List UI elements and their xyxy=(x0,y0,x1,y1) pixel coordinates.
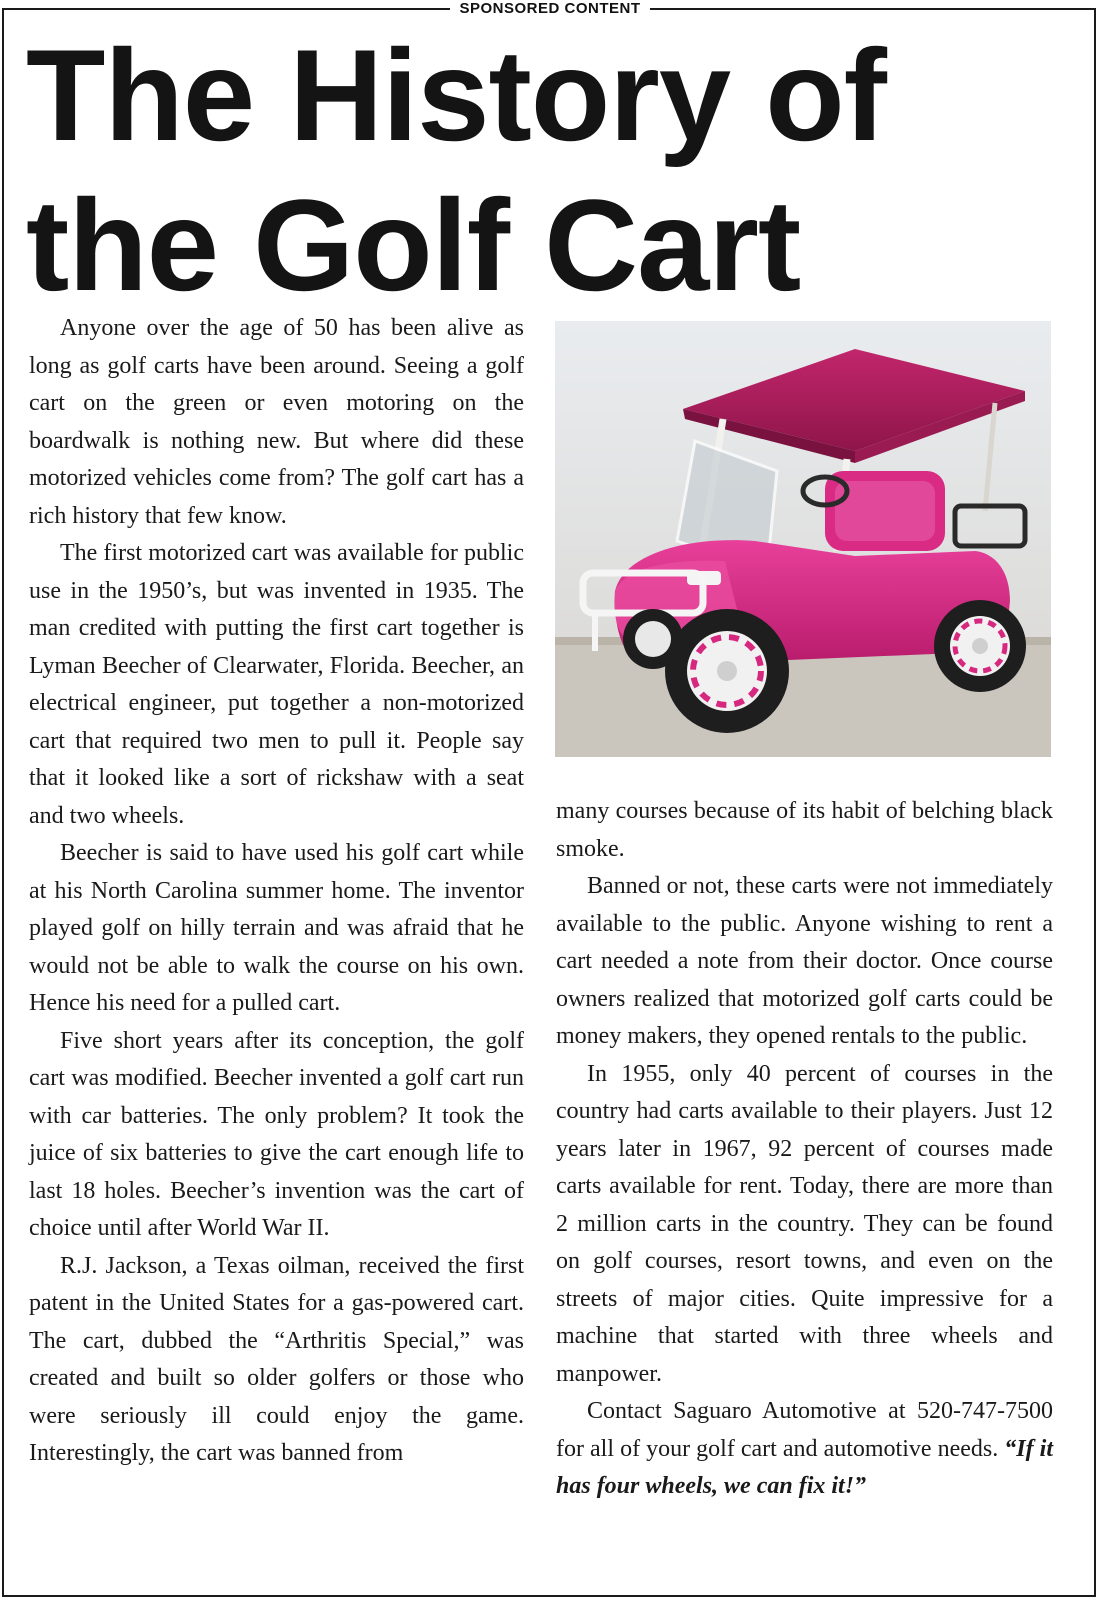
contact-paragraph xyxy=(556,1393,1053,1506)
right-column xyxy=(556,793,1053,1506)
headline: The History of the Golf Cart xyxy=(26,22,886,318)
paragraph: Five short years after its conception, the golf cart was modified. Beecher invented a golf cart run with car batteries. The only problem? It took the juice of six batteries to give the cart enough life to last 18 holes. Beecher’s invention was the cart of choice until after World War II. xyxy=(29,1027,524,1241)
paragraph: many courses because of its habit of belching black smoke. xyxy=(556,798,1053,862)
paragraph: Banned or not, these carts were not immediately available to the public. Anyone wishing to rent a cart needed a note from their doctor. Once course owners realized that motorized golf carts could be money makers, they opened rentals to the public. xyxy=(556,873,1053,1049)
tagline: “If it has four wheels, we can fix it!” xyxy=(556,1435,1053,1499)
left-column xyxy=(29,310,524,1473)
rear-wheel xyxy=(934,600,1026,692)
sponsored-label: SPONSORED CONTENT xyxy=(450,0,650,18)
golf-cart-photo xyxy=(555,321,1051,757)
golf-cart-illustration xyxy=(555,321,1051,757)
front-wheel xyxy=(665,609,789,733)
paragraph: Anyone over the age of 50 has been alive as long as golf carts have been around. Seeing a golf cart on the green or even motoring on the boardwalk is nothing new. But where did these motorized vehicles come from? The golf cart has a rich history that few know. xyxy=(29,315,524,529)
paragraph: In 1955, only 40 percent of courses in the country had carts available to their players. Just 12 years later in 1967, 92 percent of courses made carts available for rent. Today, there are more than 2 million carts in the country. They can be found on golf courses, resort towns, and even on the streets of major cities. Quite impressive for a machine that started with three wheels and manpower. xyxy=(556,1060,1053,1387)
paragraph: The first motorized cart was available for public use in the 1950’s, but was invented in 1935. The man credited with putting the first cart together is Lyman Beecher of Clearwater, Florida. Beecher, an electrical engineer, put together a non-motorized cart that required two men to pull it. People say that it looked like a sort of rickshaw with a seat and two wheels. xyxy=(29,540,524,829)
paragraph: R.J. Jackson, a Texas oilman, received the first patent in the United States for a gas-powered cart. The cart, dubbed the “Arthritis Special,” was created and built so older golfers or those who were seriously ill could enjoy the game. Interestingly, the cart was banned from xyxy=(29,1252,524,1466)
paragraph: Beecher is said to have used his golf cart while at his North Carolina summer home. The inventor played golf on hilly terrain and was afraid that he would not be able to walk the course on his own. Hence his need for a pulled cart. xyxy=(29,840,524,1016)
contact-text: Contact Saguaro Automotive at 520-747-7500 for all of your golf cart and automotive needs. xyxy=(556,1398,1053,1462)
